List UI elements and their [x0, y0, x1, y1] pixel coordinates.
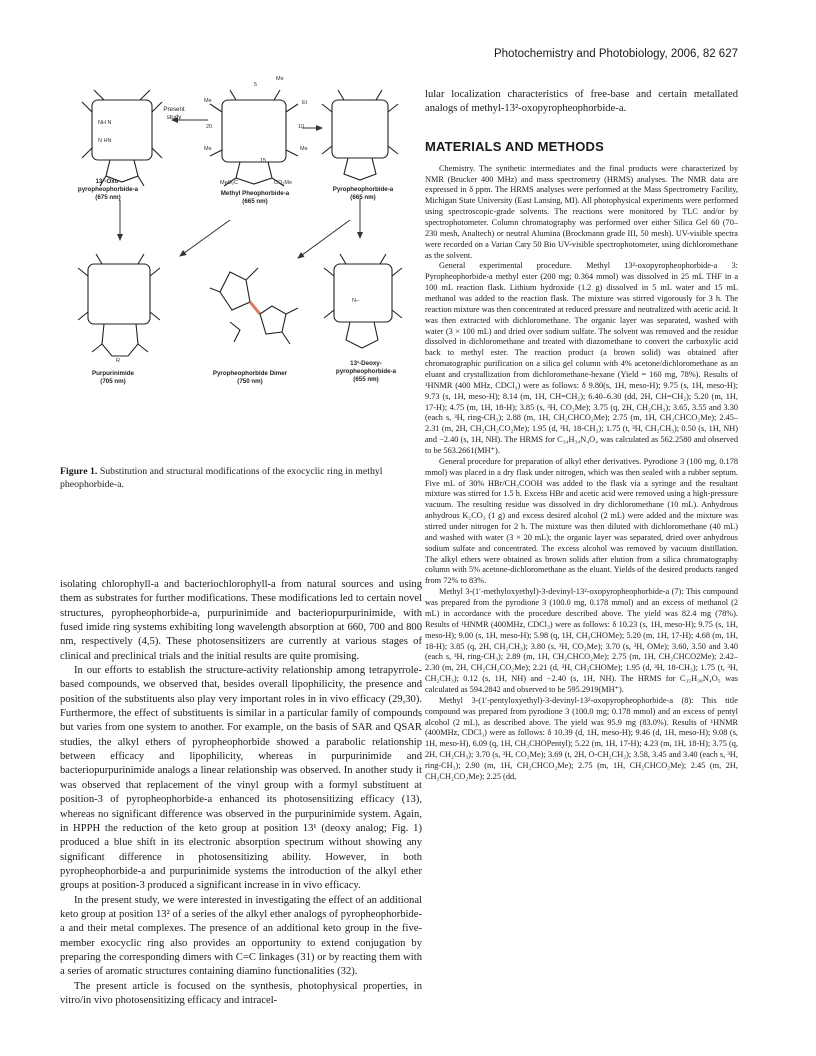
- label-co2me: CO₂Me: [274, 180, 293, 186]
- label-pyropheophorbide: Pyropheophorbide-a (665 nm): [332, 186, 394, 201]
- right-intro-paragraph: lular localization characteristics of free-base and certain metallated analogs of methyl-13²-oxopyropheophorbide-a.: [425, 89, 738, 115]
- label-me-3: Me: [204, 146, 212, 152]
- label-n10: 10: [298, 124, 305, 130]
- label-r: R: [116, 358, 120, 364]
- label-et: Et: [302, 100, 308, 106]
- label-meo2c: MeO₂C: [220, 180, 239, 186]
- methods-body: [425, 164, 738, 783]
- methods-paragraph-2: General experimental procedure. Methyl 13²-oxopyropheophorbide-a 3: Pyropheophorbide-a methyl ester (200 mg; 0.364 mmol) was dissolved in 25 mL THF in a 100 mL reaction flask. Lithium hydroxide (1.2 g) dissolved in 5 mL water and 15 mL methanol was added to the reaction flask. The mixture was stirred vigorously for 3 h. The reaction mixture was then concentrated at reduced pressure and neutralized with acetic acid. It was then extracted with dichloromethane. The organic layer was separated, washed with water (3 × 100 mL) and dried over sodium sulfate. The solvent was removed and the residue dissolved in dichloromethane and treated with diazomethane to convert the carboxylic acid back to methyl ester. The reaction product (a brown solid) was obtained after chromatographic purification on a silica gel column with 4% acetone/dichloromethane as an eluant and crystallization from dichloromethane-hexane (Yield = 160 mg, 78%). Results of ¹HNMR (400 MHz, CDCl₃) were as follows: δ 9.80(s, 1H, meso-H); 9.75 (s, 1H, meso-H); 9.73 (s, 1H, meso-H); 8.14 (m, 1H, CH=CH₂); 6.40–6.30 (dd, 2H, CH=CH₂); 5.20 (m, 1H, 17-H); 4.75 (m, 1H, 18-H); 3.85 (s, ³H, CO₂Me); 3.75 (q, 2H, CH₂CH₃); 3.65, 3.55 and 3.30 (each s, ³H, ring-CH₃); 2.88 (m, 1H, CH₂CHCO₂Me); 2.75 (m, 1H, CH₂CHCO₂Me); 2.45–2.31 (m, 2H, CH₂CH₂CO₂Me); 1.95 (d, ³H, 18-CH₃); 1.75 (t, ³H, CH₂CH₃); 0.50 (s, 1H, NH) and −2.40 (s, 1H, NH). The HRMS for C₃₄H₃₄N₄O₄ was calculated as 562.2580 and observed to be 563.2661(MH⁺).: [425, 261, 738, 456]
- pyropheophorbide-structure: [322, 90, 398, 180]
- figure-1-structures: [60, 80, 420, 460]
- figure-caption: [60, 466, 420, 491]
- caption-label: Figure 1.: [60, 466, 98, 477]
- dimer-structure: [210, 268, 298, 344]
- right-column: [425, 88, 738, 783]
- deoxy-structure: [324, 254, 402, 348]
- figure-1: [60, 76, 420, 460]
- label-methyl-pheophorbide: Methyl Pheophorbide-a (665 nm): [220, 190, 290, 205]
- purpurinimide-structure: [78, 254, 160, 356]
- label-purpurinimide: Purpurinimide (705 nm): [92, 370, 134, 385]
- methods-paragraph-5: Methyl 3-(1′-pentyloxyethyl)-3-devinyl-13²-oxopyropheophorbide-a (8): This title compound was prepared from pyrodione 3 (100.0 mg; 0.178 mmol) and an excess of pentyl alcohol (2 mL), as described above. The yield was 95.9 mg (83.0%). Results of ¹HNMR (400MHz, CDCl₃) were as follows: δ 10.39 (d, 1H, meso-H); 9.46 (d, 1H, meso-H); 9.08 (s, 1H, meso-H), 6.09 (q, 1H, CH₃CHOPentyl); 5.22 (m, 1H, 17-H); 4.23 (m, 1H, 18-H); 3.75 (q, 2H, CH₂CH₃); 3.70 (s, ³H, CO₂Me); 3.69 (t, 2H, O-CH₂CH₂); 3.58, 3.45 and 3.40 (each s, ³H, ring-CH₃); 2.90 (m, 1H, CH₂CHCO₂Me); 2.75 (m, 1H, CH₂CHCO₂Me); 2.45 (m, 2H, CH₂CH₂CO₂Me); 2.25 (dd,: [425, 695, 738, 781]
- methods-paragraph-3: General procedure for preparation of alkyl ether derivatives. Pyrodione 3 (100 mg, 0.178 mmol) was placed in a dry flask under nitrogen, which was then sealed with a rubber septum. Five mL of 30% HBr/CH₃COOH was added to the flask via a syringe and the resultant mixture was stirred for 1.5 h. Excess HBr and acetic acid were removed using a high-pressure vacuum. The resulting residue was dissolved in dry dichloromethane (10 mL). Anhydrous anhydrous K₂CO₃ (1 g) and excess desired alcohol (2 mL) were added and the mixture was stirred under nitrogen for 2 h. The mixture was then diluted with dichloromethane (40 mL) and washed with water (3 × 20 mL); the organic layer was separated, dried over anhydrous sodium sulfate and concentrated. The excess alcohol was removed by vacuum distillation. The alkyl ethers were obtained as brown solids after elution from a silica chromatography column with 5% acetone-dichloromethane as the eluant. Yields of the desired products ranged from 72% to 83%.: [425, 456, 738, 586]
- label-me-2: Me: [276, 76, 284, 82]
- label-n20: 20: [206, 124, 213, 130]
- label-oxo: 13²-Oxo- pyropheophorbide-a (675 nm): [77, 178, 139, 201]
- label-n5: 5: [254, 82, 258, 88]
- label-dimer: Pyropheophorbide Dimer (750 nm): [212, 370, 288, 385]
- label-deoxy: 13¹-Deoxy- pyropheophorbide-a (655 nm): [335, 360, 397, 383]
- methyl-pheophorbide-structure: [210, 90, 298, 186]
- methods-paragraph-1: Chemistry. The synthetic intermediates and the final products were characterized by NMR (Brucker 400 MHz) and mass spectrometry (HRMS) analyses. The NMR data are expressed in δ ppm. The HRMS analyses were performed at the Mass Spectrometry Facility, Michigan State University (East Lansing, MI). All photophysical experiments were performed using spectroscopic-grade solvents. The reactions were monitored by TLC and/or by spectrophotometer. Column chromatography was performed over either Silica Gel 60 (70–230 mesh, Analtech) or neutral Alumina (Brockmann grade III, 50 mesh). UV-visible spectra were recorded on a Varian Cary 50 Bio UV-visible spectrophotometer, using dichloromethane as the solvent.: [425, 163, 738, 260]
- left-paragraph-4: The present article is focused on the synthesis, photophysical properties, in vitro/in vivo photosensitizing efficacy and intracel-: [60, 980, 422, 1006]
- oxo-structure: [82, 90, 162, 186]
- caption-text: Substitution and structural modifications of the exocyclic ring in methyl pheophorbide-a.: [60, 466, 383, 490]
- label-me-1: Me: [204, 98, 212, 104]
- left-paragraph-1: isolating chlorophyll-a and bacteriochlorophyll-a from natural sources and using them as substrates for further modifications. These modifications led to certain novel structures, pyropheophorbide-a, purpurinimide and bacteriopurpurinimide, with fused imide ring systems exhibiting long wavelength absorption at 660, 700 and 800 nm, respectively (4,5). These photosensitizers are currently at various stages of clinical and preclinical trials and the initial results are quite promising.: [60, 579, 422, 662]
- left-paragraph-2: In our efforts to establish the structure-activity relationship among tetrapyrrole-based compounds, we observed that, besides overall lipophilicity, the presence and position of the substituents also play very important roles in in vivo efficacy (29,30). Furthermore, the effect of substituents is similar in a particular family of compounds but varies from one system to another. For example, on the basis of SAR and QSAR studies, the alkyl ethers of pyropheophorbide showed a parabolic relationship between efficacy and lipophilicity, whereas in purpurinimide and bacteriopurpurinimide analogs a linear relationship was observed. In another study it was observed that replacement of the vinyl group with a formyl substituent at position-3 of pyropheophorbide-a enhanced its photosensitizing efficacy (13), whereas no significant difference was observed in the purpurinimide system. Again, in HPPH the reduction of the keto group at position 13¹ (deoxy analog; Fig. 1) produced a blue shift in its electronic absorption spectrum without showing any significant difference in photosensitizing ability. However, in both pyropheophorbide-a and purpurinimide systems the introduction of the alkyl ether groups at position-3 produced a significant increase in in vivo efficacy.: [60, 665, 422, 892]
- left-column: [60, 578, 422, 1008]
- left-paragraph-3: In the present study, we were interested in investigating the effect of an additional keto group at position 13² of a series of the alkyl ether analogs of pyropheophorbide-a and their metal complexes. The presence of an additional keto group in the five-member exocyclic ring also provides an opportunity to extend conjugation by preparing the corresponding dimers with C=C linkages (31) or by reacting them with a series of aromatic structures containing diamino functionalities (32).: [60, 894, 422, 978]
- section-heading: MATERIALS AND METHODS: [425, 138, 604, 154]
- methods-paragraph-4: Methyl 3-(1′-methyloxyethyl)-3-devinyl-13²-oxopyropheophorbide-a (7): This compound was prepared from the pyrodione 3 (100.0 mg, 0.178 mmol) and an excess of methanol (2 mL) in accordance with the procedure described above. The yield was 82.4 mg (78%). Results of ¹HNMR (400MHz, CDCl₃) were as follows: δ 10.23 (s, 1H, meso-H); 9.75 (s, 1H, meso-H); 9.00 (s, 1H, meso-H); 5.98 (q, 1H, CH₃CHOMe); 5.20 (m, 1H, 17-H); 4.68 (m, 1H, 18-H); 3.85 (q, 2H, CH₂CH₃); 3.80 (s, ³H, CO₂Me); 3.70 (s, ³H, OMe); 3.60, 3.50 and 3.40 (each s, ³H, ring-CH₃); 2.89 (m, 1H, CH₂CHCO₂Me); 2.75 (m, 1H, CH₂CHCO2Me); 2.42–2.30 (m, 2H, CH₂CH₂CO₂Me); 2.21 (d, ³H, CH₃CHOMe); 1.95 (d, ³H, 18-CH₃); 1.75 (t, ³H, CH₂CH₃); 0.12 (s, 1H, NH) and −2.40 (s, 1H, NH). The HRMS for C₃₅H₃₈N₄O₅ was calculated as 594.2842 and observed to be 595.2919(MH⁺).: [425, 587, 738, 694]
- running-head: Photochemistry and Photobiology, 2006, 82 627: [493, 48, 738, 60]
- label-me-4: Me: [300, 146, 308, 152]
- label-n15: 15: [260, 158, 267, 164]
- label-n-nh: N–: [352, 298, 360, 304]
- label-present-study: Present study: [163, 106, 185, 121]
- label-nh-n: NH N: [98, 120, 112, 126]
- label-n-hn: N HN: [98, 138, 112, 144]
